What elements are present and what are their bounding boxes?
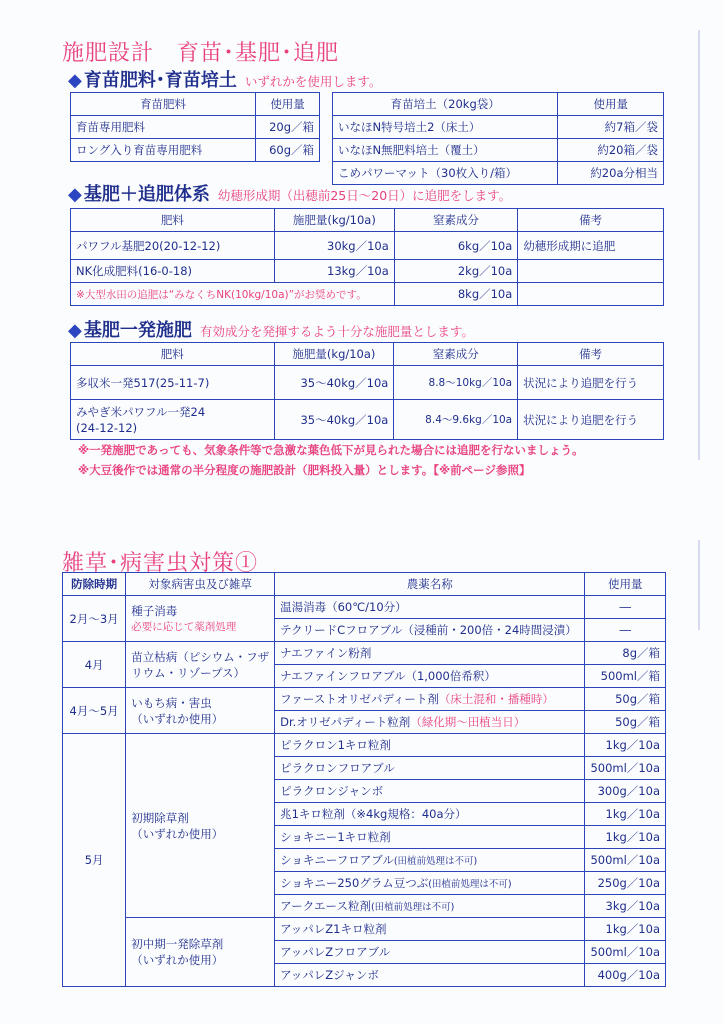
col-header: 施肥量(kg/10a) <box>274 343 394 366</box>
pesticide-name: ナエファイン粉剤 <box>275 642 585 665</box>
table-row <box>71 283 664 306</box>
diamond-icon: ◆ <box>68 70 82 91</box>
section-note: 幼穂形成期（出穂前25日～20日）に追肥をします。 <box>217 188 512 203</box>
soil-name: こめパワーマット（30枚入り/箱） <box>333 162 558 185</box>
table-row <box>333 139 664 162</box>
target <box>126 918 275 987</box>
pesticide-name <box>275 872 585 895</box>
usage-note: (田植前処理は不可) <box>428 879 512 890</box>
nitrogen: 8.8～10kg／10a <box>394 366 518 400</box>
table-row <box>63 918 666 941</box>
col-header: 防除時期 <box>63 573 126 596</box>
amount: 約20箱／袋 <box>558 139 664 162</box>
table-row <box>71 366 664 400</box>
col-header: 窒素成分 <box>394 209 518 232</box>
remark: 状況により追肥を行う <box>518 366 664 400</box>
amount: 500ml／10a <box>585 849 666 872</box>
nitrogen: 8kg／10a <box>394 283 518 306</box>
usage-note: (田植前処理は不可) <box>370 902 455 913</box>
nitrogen: 8.4～9.6kg／10a <box>394 400 518 440</box>
fertilizer-name: NK化成肥料(16-0-18) <box>71 260 275 283</box>
pesticide-name <box>275 688 585 711</box>
pesticide-name: ピラクロンジャンボ <box>275 780 585 803</box>
section-title: 基肥一発施肥 <box>83 320 192 341</box>
section-heading-one-shot <box>68 316 474 342</box>
diamond-icon: ◆ <box>68 320 82 341</box>
period: 2月～3月 <box>63 596 126 642</box>
amount: 1kg／10a <box>585 803 666 826</box>
pesticide-name: アッパレZフロアブル <box>275 941 585 964</box>
amount: ― <box>585 596 666 619</box>
nitrogen: 2kg／10a <box>394 260 518 283</box>
amount: 8g／箱 <box>585 642 666 665</box>
col-header: 使用量 <box>256 93 320 116</box>
nitrogen: 6kg／10a <box>394 232 518 260</box>
amount: 500ml／10a <box>585 941 666 964</box>
pesticide-name: ショキニー1キロ粒剤 <box>275 826 585 849</box>
section-note: いずれかを使用します。 <box>244 74 382 89</box>
fertilizer-name: ロング入り育苗専用肥料 <box>71 139 256 162</box>
name-line-1: みやぎ米パワフル一発24 <box>76 404 206 419</box>
col-header: 備考 <box>518 209 664 232</box>
remark-empty <box>518 283 664 306</box>
margin-line-top <box>698 30 700 460</box>
period: 5月 <box>63 734 126 987</box>
target-line: 初中期一発除草剤 <box>131 937 224 951</box>
amount: 約20a分相当 <box>558 162 664 185</box>
target-line: 苗立枯病（ピシウム・フザ <box>131 649 270 664</box>
amount: 1kg／10a <box>585 826 666 849</box>
col-header: 備考 <box>518 343 664 366</box>
period: 4月 <box>63 642 126 688</box>
pesticide-name: ピラクロン1キロ粒剤 <box>275 734 585 757</box>
amount: 50g／箱 <box>585 688 666 711</box>
target <box>126 596 275 642</box>
col-header: 使用量 <box>558 93 664 116</box>
pesticide-name: テクリードCフロアブル（浸種前・200倍・24時間浸漬） <box>275 619 585 642</box>
soil-name: いなほN無肥料培土（覆土） <box>333 139 558 162</box>
col-header: 肥料 <box>71 209 275 232</box>
target <box>126 734 275 918</box>
target-note: 必要に応じて薬剤処理 <box>131 620 237 633</box>
amount: 50g／箱 <box>585 711 666 734</box>
table-row <box>71 400 664 440</box>
section-title: 育苗肥料･育苗培土 <box>83 70 237 91</box>
col-header: 肥料 <box>71 343 275 366</box>
amount: 400g／10a <box>585 964 666 987</box>
pesticide-name <box>275 895 585 918</box>
remark: 幼穂形成期に追肥 <box>518 232 664 260</box>
usage-note: (田植前処理は不可) <box>393 856 478 867</box>
pesticide-name: ナエファインフロアブル（1,000倍希釈） <box>275 665 585 688</box>
pesticide-name-text: ファーストオリゼパディート剤 <box>280 692 439 706</box>
fertilizer-name: パワフル基肥20(20-12-12) <box>71 232 275 260</box>
amount: 13kg／10a <box>274 260 394 283</box>
target-line-2: リウム・リゾープス） <box>131 665 246 680</box>
target-line-2: （いずれか使用） <box>131 826 224 841</box>
table-row <box>71 116 320 139</box>
col-header: 対象病害虫及び雑草 <box>126 573 275 596</box>
diamond-icon: ◆ <box>68 184 82 205</box>
section-heading-basal-top <box>68 180 511 206</box>
amount: 500ml／箱 <box>585 665 666 688</box>
table-row <box>63 688 666 711</box>
col-header: 育苗肥料 <box>71 93 256 116</box>
pesticide-name: アッパレZ1キロ粒剤 <box>275 918 585 941</box>
fertilizer-name <box>71 400 275 440</box>
amount: 30kg／10a <box>274 232 394 260</box>
target-line: 種子消毒 <box>131 603 178 618</box>
col-header: 使用量 <box>585 573 666 596</box>
usage-note: （緑化期～田植当日） <box>410 715 526 729</box>
pesticide-name-text: ショキニー250グラム豆つぶ <box>280 876 429 890</box>
amount: 3kg／10a <box>585 895 666 918</box>
pesticide-name: 兆1キロ粒剤（※4kg規格：40a分） <box>275 803 585 826</box>
amount: 500ml／10a <box>585 757 666 780</box>
table-row <box>71 260 664 283</box>
table-row <box>63 734 666 757</box>
note-one-shot: ※一発施肥であっても、気象条件等で急激な葉色低下が見られた場合には追肥を行ないましょう。 <box>78 443 584 457</box>
table-row <box>63 596 666 619</box>
section-heading-seedling <box>68 66 381 92</box>
remark: 状況により追肥を行う <box>518 400 664 440</box>
amount: 約7箱／袋 <box>558 116 664 139</box>
col-header: 農薬名称 <box>275 573 585 596</box>
seedling-soil-table <box>332 92 664 185</box>
target <box>126 688 275 734</box>
remark <box>518 260 664 283</box>
soil-name: いなほN特号培土2（床土） <box>333 116 558 139</box>
pesticide-name-text: Dr.オリゼパディート粒剤 <box>280 715 411 729</box>
target <box>126 642 275 688</box>
target-line: いもち病・害虫 <box>131 695 212 710</box>
col-header: 施肥量(kg/10a) <box>274 209 394 232</box>
one-shot-table <box>70 342 664 440</box>
fertilizer-name: 多収米一発517(25-11-7) <box>71 366 275 400</box>
col-header: 育苗培土（20kg袋） <box>333 93 558 116</box>
amount: 250g／10a <box>585 872 666 895</box>
target-line-2: （いずれか使用） <box>131 953 224 967</box>
pesticide-name <box>275 711 585 734</box>
target-line: 初期除草剤 <box>131 810 189 825</box>
amount: 300g／10a <box>585 780 666 803</box>
pesticide-name: アッパレZジャンボ <box>275 964 585 987</box>
col-header: 窒素成分 <box>394 343 518 366</box>
amount: 35～40kg／10a <box>274 400 394 440</box>
section-title: 基肥＋追肥体系 <box>83 184 210 205</box>
amount: 1kg／10a <box>585 918 666 941</box>
amount: ― <box>585 619 666 642</box>
pesticide-name <box>275 849 585 872</box>
table-row <box>63 642 666 665</box>
pesticide-name-text: アークエース粒剤 <box>280 899 371 913</box>
margin-line-bottom <box>698 540 700 630</box>
period: 4月～5月 <box>63 688 126 734</box>
section-note: 有効成分を発揮するよう十分な施肥量とします。 <box>199 324 474 339</box>
section-title-weeds-pests: 雑草･病害虫対策① <box>62 551 259 576</box>
amount: 35～40kg／10a <box>274 366 394 400</box>
seedling-fertilizer-table <box>70 92 320 162</box>
table-row <box>71 139 320 162</box>
note-soybean: ※大豆後作では通常の半分程度の施肥設計（肥料投入量）とします。【※前ページ参照】 <box>78 463 531 477</box>
pesticide-name: ピラクロンフロアブル <box>275 757 585 780</box>
amount: 1kg／10a <box>585 734 666 757</box>
name-line-2: (24-12-12) <box>76 420 138 435</box>
note-row: ※大型水田の追肥は“みなくちNK(10kg/10a)”がお奨めです。 <box>71 283 395 306</box>
fertilizer-name: 育苗専用肥料 <box>71 116 256 139</box>
amount: 60g／箱 <box>256 139 320 162</box>
target-line-2: （いずれか使用） <box>131 711 224 726</box>
pesticide-name-text: ショキニーフロアブル <box>280 853 394 867</box>
pesticide-name: 温湯消毒（60℃/10分） <box>275 596 585 619</box>
page-title: 施肥設計 育苗･基肥･追肥 <box>62 41 340 66</box>
usage-note: （床土混和・播種時） <box>438 692 554 706</box>
pest-control-table <box>62 572 666 987</box>
basal-top-table <box>70 208 664 306</box>
amount: 20g／箱 <box>256 116 320 139</box>
table-row <box>71 232 664 260</box>
table-row <box>333 116 664 139</box>
